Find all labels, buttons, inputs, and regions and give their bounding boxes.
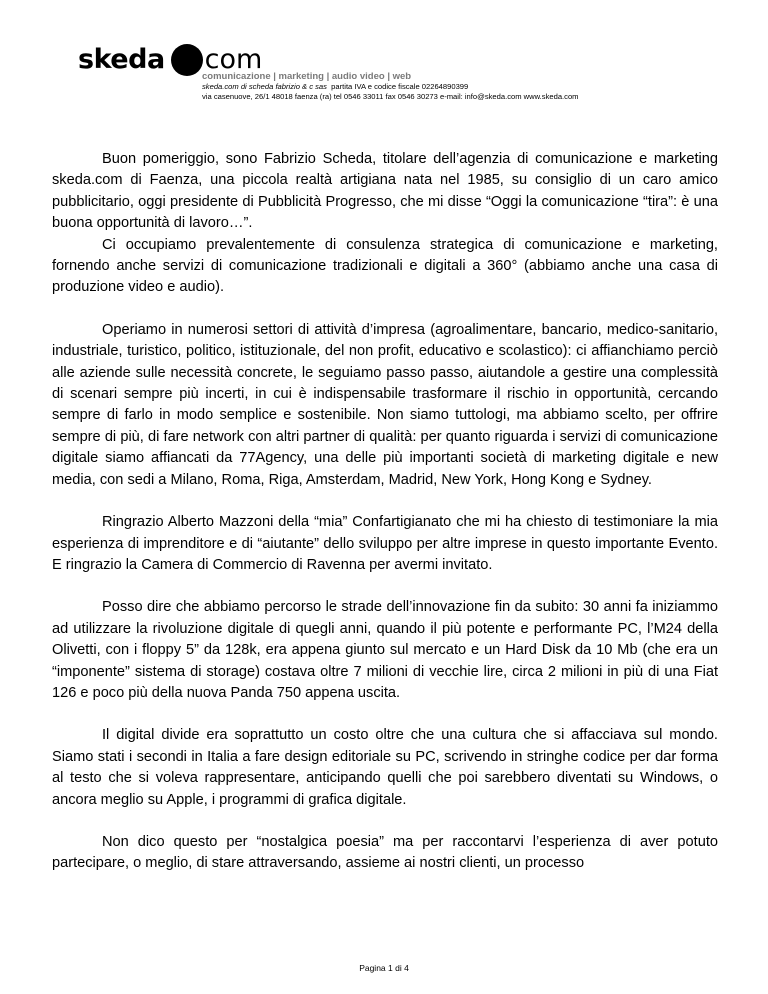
paragraph: Ringrazio Alberto Mazzoni della “mia” Confartigianato che mi ha chiesto di testimoniare la mia esperienza di imprenditore e di “aiutante” dello sviluppo per altre imprese in questo importante Evento. E ringrazio la Camera di Commercio di Ravenna per avermi invitato.: [52, 514, 718, 573]
company-line: [202, 82, 722, 92]
paragraph: Buon pomeriggio, sono Fabrizio Scheda, titolare dell’agenzia di comunicazione e marketing skeda.com di Faenza, una piccola realtà artigiana nata nel 1985, su consiglio di un caro amico pubblicitario, oggi presidente di Pubblicità Progresso, che mi disse “Oggi la comunicazione “tira”: è una buona opportunità di lavoro…”.: [52, 151, 718, 232]
letterhead: [78, 40, 718, 110]
paragraph: Posso dire che abbiamo percorso le strade dell’innovazione fin da subito: 30 anni fa iniziammo ad utilizzare la rivoluzione digitale di quegli anni, quando il più potente e performante PC, l’M24 della Olivetti, con i floppy 5” da 128k, era appena giunto sul mercato e un Hard Disk da 10 Mb (che era un “imponente” sistema di storage) costava oltre 7 milioni di vecchie lire, circa 2 milioni in più di una Fiat 126 e poco più della nuova Panda 750 appena uscita.: [52, 599, 718, 701]
page-footer: [0, 963, 768, 973]
address-line: via casenuove, 26/1 48018 faenza (ra) tel 0546 33011 fax 0546 30273 e-mail: info@skeda.com www.skeda.com: [202, 92, 579, 101]
paragraph: Il digital divide era soprattutto un costo oltre che una cultura che si affacciava sul mondo. Siamo stati i secondi in Italia a fare design editoriale su PC, scrivendo in stringhe codice per dar forma al testo che si voleva rappresentare, anticipando quelli che poi sarebbero diventati su Windows, o ancora meglio su Apple, i programmi di grafica digitale.: [52, 727, 718, 808]
logo-text-skeda: skeda: [78, 44, 165, 75]
paragraph: Operiamo in numerosi settori di attività d’impresa (agroalimentare, bancario, medico-sanitario, industriale, turistico, politico, istituzionale, del non profit, educativo e scolastico): ci affianchiamo perciò alle aziende sulle necessità concrete, le seguiamo passo passo, aiutandole a gestire una complessità di scenari sempre più incerti, in cui è indispensabile trasformare il rischio in opportunità, cercando sempre di farlo in modo semplice e sostenibile. Non siamo tuttologi, ma abbiamo scelto, per offrire sempre di più, di fare network con altri partner di qualità: per quanto riguarda i servizi di comunicazione digitale siamo affiancati da 77Agency, una delle più importanti società di marketing digitale e new media, con sedi a Milano, Roma, Riga, Amsterdam, Madrid, New York, Hong Kong e Sydney.: [52, 321, 718, 488]
logo-text-com: com: [204, 44, 263, 75]
letter-body: [52, 149, 718, 875]
logo-dot-icon: [171, 44, 203, 76]
paragraph: Non dico questo per “nostalgica poesia” ma per raccontarvi l’esperienza di aver potuto partecipare, o meglio, di stare attraversando, assieme ai nostri clienti, un processo: [52, 833, 718, 872]
tagline: comunicazione | marketing | audio video | web: [202, 71, 412, 82]
paragraph: Ci occupiamo prevalentemente di consulenza strategica di comunicazione e marketing, fornendo anche servizi di comunicazione tradizionali e digitali a 360° (abbiamo anche una casa di produzione video e audio).: [52, 236, 718, 296]
company-vat: partita IVA e codice fiscale 02264890399: [331, 82, 469, 91]
page-number: Pagina 1 di 4: [359, 963, 409, 973]
company-name: skeda.com di scheda fabrizio & c sas: [202, 82, 327, 91]
letterhead-info: [202, 71, 722, 102]
